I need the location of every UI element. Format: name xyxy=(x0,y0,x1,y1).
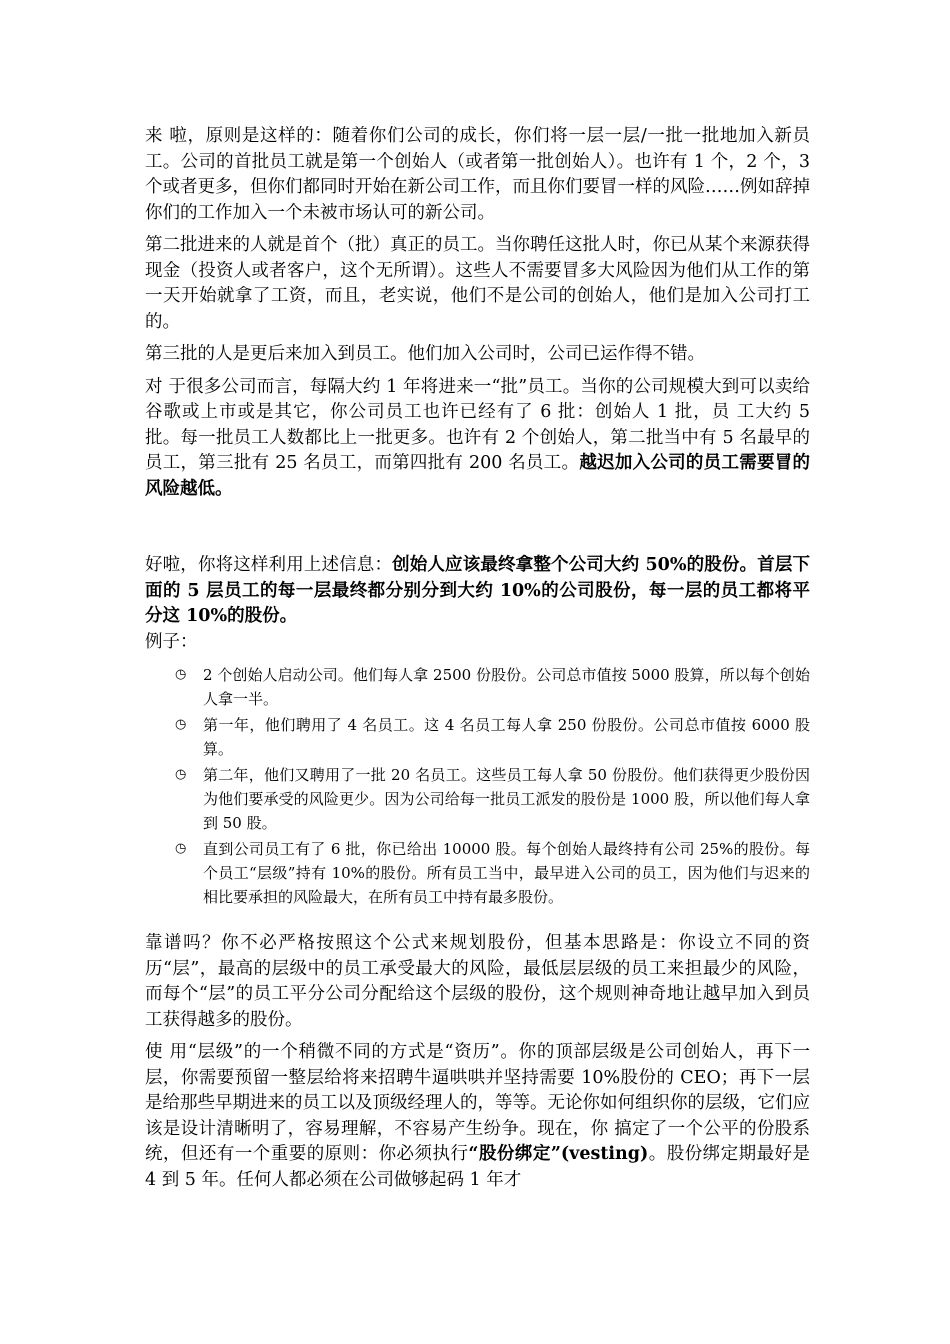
paragraph-batches-text: 对 于很多公司而言，每隔大约 1 年将进来一“批”员工。当你的公司规模大到可以卖给谷歌或上市或是其它，你公司员工也许已经有了 6 批：创始人 1 批，员 工大约 5 批。每一批员工人数都比上一批更多。也许有 2 个创始人，第二批当中有 5 名最早的员工，第三批有 25 名员工，而第四批有 200 名员工。 xyxy=(145,376,810,473)
list-item-text: 2 个创始人启动公司。他们每人拿 2500 份股份。公司总市值按 5000 股算，所以每个创始人拿一半。 xyxy=(203,666,810,708)
paragraph-summary: 靠谱吗？你不必严格按照这个公式来规划股份，但基本思路是：你设立不同的资历“层”，最高的层级中的员工承受最大的风险，最低层层级的员工来担最少的风险，而每个“层”的员工平分公司分配给这个层级的股份，这个规则神奇地让越早加入到员工获得越多的股份。 xyxy=(145,933,810,1030)
list-item-text: 直到公司员工有了 6 批，你已给出 10000 股。每个创始人最终持有公司 25%的股份。每个员工“层级”持有 10%的股份。所有员工当中，最早进入公司的员工，因为他们与迟来的相比要承担的风险最大，在所有员工中持有最多股份。 xyxy=(203,840,810,906)
list-item xyxy=(145,837,810,909)
document-page xyxy=(145,124,810,1200)
paragraph-seniority-text: 使 用“层级”的一个稍微不同的方式是“资历”。你的顶部层级是公司创始人，再下一层，你需要预留一整层给将来招聘牛逼哄哄并坚持需要 10%股份的 CEO；再下一层是给那些早期进来的员工以及顶级经理人的，等等。无论你如何组织你的层级，它们应该是设计清晰明了，容易理解，不容易产生纷争。现在，你 搞定了一个公平的份股系统，但还有一个重要的原则：你必须执行 xyxy=(145,1042,810,1164)
example-label: 例子： xyxy=(145,631,198,652)
paragraph-seniority xyxy=(145,1040,810,1193)
clock-icon: ◷ xyxy=(175,667,187,682)
paragraph-batches-bold: 越迟加入公司的员工需要冒的风险越低。 xyxy=(145,453,811,499)
list-item-text: 第二年，他们又聘用了一批 20 名员工。这些员工每人拿 50 份股份。他们获得更少股份因为他们要承受的风险更少。因为公司给每一批员工派发的股份是 1000 股，所以他们每人拿到 50 股。 xyxy=(203,766,810,832)
list-item xyxy=(145,763,810,835)
paragraph-seniority-tail: 。股份绑定期最好是 4 到 5 年。任何人都必须在公司做够起码 1 年才 xyxy=(145,1144,811,1190)
vesting-term: “股份绑定”(vesting) xyxy=(468,1144,649,1164)
paragraph-rule xyxy=(145,553,810,630)
clock-icon: ◷ xyxy=(175,767,187,782)
paragraph-third-batch: 第三批的人是更后来加入到员工。他们加入公司时，公司已运作得不错。 xyxy=(145,344,705,364)
list-item xyxy=(145,663,810,711)
list-item-text: 第一年，他们聘用了 4 名员工。这 4 名员工每人拿 250 份股份。公司总市值按 6000 股算。 xyxy=(203,716,810,758)
paragraph-batches xyxy=(145,375,810,503)
paragraph-intro: 来 啦，原则是这样的：随着你们公司的成长，你们将一层一层/一批一批地加入新员工。公司的首批员工就是第一个创始人（或者第一批创始人）。也许有 1 个，2 个，3 个或者更多，但你们都同时开始在新公司工作，而且你们要冒一样的风险……例如辞掉你们的工作加入一个未被市场认可的新公司。 xyxy=(145,126,810,223)
list-item xyxy=(145,713,810,761)
paragraph-second-batch: 第二批进来的人就是首个（批）真正的员工。当你聘任这批人时，你已从某个来源获得现金（投资人或者客户，这个无所谓）。这些人不需要冒多大风险因为他们从工作的第一天开始就拿了工资，而且，老实说，他们不是公司的创始人，他们是加入公司打工的。 xyxy=(145,235,810,332)
clock-icon: ◷ xyxy=(175,717,187,732)
example-list xyxy=(145,663,810,909)
paragraph-rule-text: 好啦，你将这样利用上述信息： xyxy=(145,555,393,575)
clock-icon: ◷ xyxy=(175,841,187,856)
paragraph-rule-bold: 创始人应该最终拿整个公司大约 50%的股份。首层下面的 5 层员工的每一层最终都分别分到大约 10%的公司股份，每一层的员工都将平分这 10%的股份。 xyxy=(145,555,810,626)
spacer xyxy=(145,509,810,553)
